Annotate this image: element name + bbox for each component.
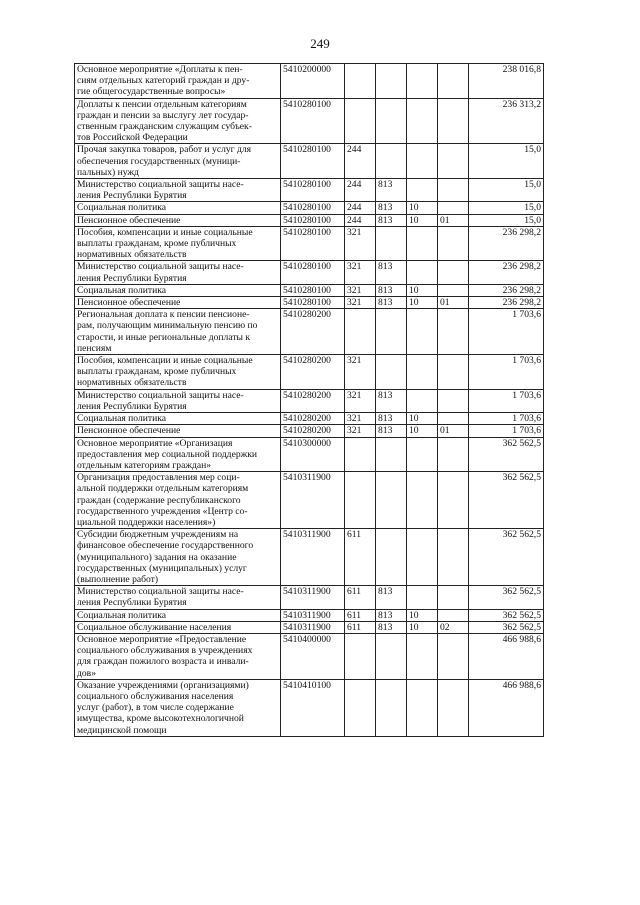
expense-type-cell: [345, 309, 376, 355]
table-row: [75, 621, 544, 633]
table-row: [75, 98, 544, 144]
subsection-cell: [438, 437, 469, 472]
ministry-code-cell: 813: [376, 297, 407, 309]
subsection-cell: [438, 179, 469, 202]
row-name-cell: Основное мероприятие «Доплаты к пен- сиям отдельных категорий граждан и дру- гие общегосударственные вопросы»: [75, 64, 281, 99]
budget-table-body: [75, 64, 544, 737]
row-name-cell: Пенсионное обеспечение: [75, 297, 281, 309]
table-row: [75, 679, 544, 736]
amount-cell: 362 562,5: [469, 472, 544, 529]
row-name-cell: Прочая закупка товаров, работ и услуг для обеспечения государственных (муници- пальных) нужд: [75, 144, 281, 179]
amount-cell: 1 703,6: [469, 425, 544, 437]
ministry-code-cell: [376, 98, 407, 144]
ministry-code-cell: [376, 472, 407, 529]
row-name-cell: Пособия, компенсации и иные социальные выплаты гражданам, кроме публичных нормативных обязательств: [75, 355, 281, 390]
expense-type-cell: 321: [345, 413, 376, 425]
subsection-cell: 02: [438, 621, 469, 633]
row-name-cell: Оказание учреждениями (организациями) социального обслуживания населения услуг (работ), в том числе содержание имущества, кроме высокотехнологичной медицинской помощи: [75, 679, 281, 736]
amount-cell: 236 298,2: [469, 226, 544, 261]
table-row: [75, 64, 544, 99]
subsection-cell: [438, 261, 469, 284]
row-name-cell: Министерство социальной защиты насе- ления Республики Бурятия: [75, 586, 281, 609]
expense-type-cell: 321: [345, 425, 376, 437]
row-name-cell: Основное мероприятие «Предоставление социального обслуживания в учреждениях для граждан пожилого возраста и инвали- дов»: [75, 633, 281, 679]
expense-type-cell: 321: [345, 284, 376, 296]
target-code-cell: 5410280100: [281, 284, 345, 296]
ministry-code-cell: 813: [376, 609, 407, 621]
amount-cell: 15,0: [469, 179, 544, 202]
target-code-cell: 5410311900: [281, 472, 345, 529]
ministry-code-cell: [376, 226, 407, 261]
amount-cell: 1 703,6: [469, 389, 544, 412]
amount-cell: 1 703,6: [469, 309, 544, 355]
row-name-cell: Министерство социальной защиты насе- ления Республики Бурятия: [75, 261, 281, 284]
row-name-cell: Субсидии бюджетным учреждениям на финансовое обеспечение государственного (муниципального) задания на оказание государственных (муниципальных) услуг (выполнение работ): [75, 529, 281, 586]
expense-type-cell: [345, 98, 376, 144]
amount-cell: 466 988,6: [469, 633, 544, 679]
target-code-cell: 5410280200: [281, 389, 345, 412]
ministry-code-cell: 813: [376, 261, 407, 284]
section-cell: 10: [407, 609, 438, 621]
row-name-cell: Региональная доплата к пенсии пенсионе- рам, получающим минимальную пенсию по старости, и иные региональные доплаты к пенсиям: [75, 309, 281, 355]
expense-type-cell: 611: [345, 609, 376, 621]
row-name-cell: Министерство социальной защиты насе- ления Республики Бурятия: [75, 179, 281, 202]
expense-type-cell: 321: [345, 297, 376, 309]
target-code-cell: 5410280200: [281, 425, 345, 437]
target-code-cell: 5410280100: [281, 144, 345, 179]
section-cell: [407, 679, 438, 736]
subsection-cell: [438, 609, 469, 621]
expense-type-cell: 244: [345, 179, 376, 202]
amount-cell: 15,0: [469, 202, 544, 214]
ministry-code-cell: 813: [376, 284, 407, 296]
amount-cell: 236 298,2: [469, 284, 544, 296]
table-row: [75, 202, 544, 214]
expense-type-cell: 611: [345, 529, 376, 586]
target-code-cell: 5410400000: [281, 633, 345, 679]
amount-cell: 238 016,8: [469, 64, 544, 99]
section-cell: [407, 472, 438, 529]
ministry-code-cell: [376, 679, 407, 736]
target-code-cell: 5410311900: [281, 529, 345, 586]
table-row: [75, 355, 544, 390]
target-code-cell: 5410280100: [281, 98, 345, 144]
table-row: [75, 309, 544, 355]
table-row: [75, 472, 544, 529]
section-cell: 10: [407, 621, 438, 633]
expense-type-cell: [345, 679, 376, 736]
section-cell: [407, 529, 438, 586]
ministry-code-cell: 813: [376, 214, 407, 226]
ministry-code-cell: 813: [376, 179, 407, 202]
subsection-cell: [438, 389, 469, 412]
expense-type-cell: 244: [345, 144, 376, 179]
row-name-cell: Социальная политика: [75, 202, 281, 214]
section-cell: 10: [407, 413, 438, 425]
table-row: [75, 144, 544, 179]
target-code-cell: 5410311900: [281, 586, 345, 609]
section-cell: 10: [407, 297, 438, 309]
target-code-cell: 5410300000: [281, 437, 345, 472]
target-code-cell: 5410280200: [281, 309, 345, 355]
amount-cell: 466 988,6: [469, 679, 544, 736]
table-row: [75, 389, 544, 412]
target-code-cell: 5410311900: [281, 609, 345, 621]
expense-type-cell: [345, 437, 376, 472]
table-row: [75, 261, 544, 284]
ministry-code-cell: [376, 64, 407, 99]
amount-cell: 236 298,2: [469, 297, 544, 309]
target-code-cell: 5410280100: [281, 226, 345, 261]
amount-cell: 15,0: [469, 144, 544, 179]
target-code-cell: 5410280100: [281, 202, 345, 214]
ministry-code-cell: 813: [376, 621, 407, 633]
section-cell: [407, 355, 438, 390]
ministry-code-cell: 813: [376, 425, 407, 437]
target-code-cell: 5410311900: [281, 621, 345, 633]
amount-cell: 362 562,5: [469, 609, 544, 621]
ministry-code-cell: [376, 309, 407, 355]
expense-type-cell: 321: [345, 389, 376, 412]
ministry-code-cell: [376, 144, 407, 179]
target-code-cell: 5410280200: [281, 355, 345, 390]
amount-cell: 1 703,6: [469, 355, 544, 390]
target-code-cell: 5410280100: [281, 214, 345, 226]
section-cell: 10: [407, 284, 438, 296]
ministry-code-cell: [376, 633, 407, 679]
section-cell: [407, 64, 438, 99]
row-name-cell: Министерство социальной защиты насе- ления Республики Бурятия: [75, 389, 281, 412]
row-name-cell: Социальная политика: [75, 284, 281, 296]
section-cell: [407, 98, 438, 144]
row-name-cell: Социальная политика: [75, 413, 281, 425]
subsection-cell: [438, 98, 469, 144]
ministry-code-cell: 813: [376, 413, 407, 425]
table-row: [75, 425, 544, 437]
section-cell: [407, 179, 438, 202]
section-cell: 10: [407, 202, 438, 214]
amount-cell: 362 562,5: [469, 621, 544, 633]
row-name-cell: Пенсионное обеспечение: [75, 425, 281, 437]
expense-type-cell: 321: [345, 261, 376, 284]
table-row: [75, 297, 544, 309]
table-row: [75, 529, 544, 586]
section-cell: [407, 309, 438, 355]
row-name-cell: Организация предоставления мер соци- альной поддержки отдельным категориям граждан (содержание республиканского государственного учреждения «Центр со- циальной поддержки населения»): [75, 472, 281, 529]
table-row: [75, 284, 544, 296]
subsection-cell: [438, 633, 469, 679]
expense-type-cell: [345, 633, 376, 679]
amount-cell: 1 703,6: [469, 413, 544, 425]
table-row: [75, 226, 544, 261]
section-cell: [407, 389, 438, 412]
ministry-code-cell: 813: [376, 586, 407, 609]
expense-type-cell: 321: [345, 226, 376, 261]
row-name-cell: Социальная политика: [75, 609, 281, 621]
subsection-cell: [438, 226, 469, 261]
ministry-code-cell: 813: [376, 202, 407, 214]
subsection-cell: [438, 202, 469, 214]
subsection-cell: [438, 586, 469, 609]
subsection-cell: [438, 144, 469, 179]
amount-cell: 362 562,5: [469, 437, 544, 472]
expense-type-cell: 244: [345, 202, 376, 214]
amount-cell: 362 562,5: [469, 529, 544, 586]
subsection-cell: [438, 309, 469, 355]
row-name-cell: Пособия, компенсации и иные социальные выплаты гражданам, кроме публичных нормативных обязательств: [75, 226, 281, 261]
amount-cell: 236 298,2: [469, 261, 544, 284]
table-row: [75, 413, 544, 425]
subsection-cell: 01: [438, 214, 469, 226]
subsection-cell: [438, 472, 469, 529]
budget-table: [74, 63, 544, 737]
amount-cell: 362 562,5: [469, 586, 544, 609]
section-cell: [407, 586, 438, 609]
expense-type-cell: 611: [345, 586, 376, 609]
row-name-cell: Основное мероприятие «Организация предоставления мер социальной поддержки отдельным категориям граждан»: [75, 437, 281, 472]
section-cell: [407, 144, 438, 179]
subsection-cell: 01: [438, 297, 469, 309]
target-code-cell: 5410280100: [281, 297, 345, 309]
section-cell: [407, 633, 438, 679]
subsection-cell: [438, 529, 469, 586]
expense-type-cell: 321: [345, 355, 376, 390]
subsection-cell: [438, 413, 469, 425]
expense-type-cell: 244: [345, 214, 376, 226]
expense-type-cell: 611: [345, 621, 376, 633]
section-cell: 10: [407, 425, 438, 437]
amount-cell: 15,0: [469, 214, 544, 226]
subsection-cell: [438, 64, 469, 99]
ministry-code-cell: [376, 355, 407, 390]
expense-type-cell: [345, 64, 376, 99]
amount-cell: 236 313,2: [469, 98, 544, 144]
section-cell: [407, 226, 438, 261]
target-code-cell: 5410200000: [281, 64, 345, 99]
subsection-cell: 01: [438, 425, 469, 437]
table-row: [75, 633, 544, 679]
target-code-cell: 5410410100: [281, 679, 345, 736]
section-cell: [407, 261, 438, 284]
subsection-cell: [438, 284, 469, 296]
table-row: [75, 437, 544, 472]
row-name-cell: Пенсионное обеспечение: [75, 214, 281, 226]
ministry-code-cell: 813: [376, 389, 407, 412]
section-cell: [407, 437, 438, 472]
row-name-cell: Социальное обслуживание населения: [75, 621, 281, 633]
target-code-cell: 5410280100: [281, 179, 345, 202]
page-number: 249: [310, 36, 330, 51]
table-row: [75, 609, 544, 621]
section-cell: 10: [407, 214, 438, 226]
table-row: [75, 586, 544, 609]
subsection-cell: [438, 679, 469, 736]
table-row: [75, 214, 544, 226]
expense-type-cell: [345, 472, 376, 529]
subsection-cell: [438, 355, 469, 390]
target-code-cell: 5410280100: [281, 261, 345, 284]
target-code-cell: 5410280200: [281, 413, 345, 425]
row-name-cell: Доплаты к пенсии отдельным категориям граждан и пенсии за выслугу лет государ- ственным гражданским служащим субъек- тов Российской Федерации: [75, 98, 281, 144]
ministry-code-cell: [376, 529, 407, 586]
table-row: [75, 179, 544, 202]
ministry-code-cell: [376, 437, 407, 472]
